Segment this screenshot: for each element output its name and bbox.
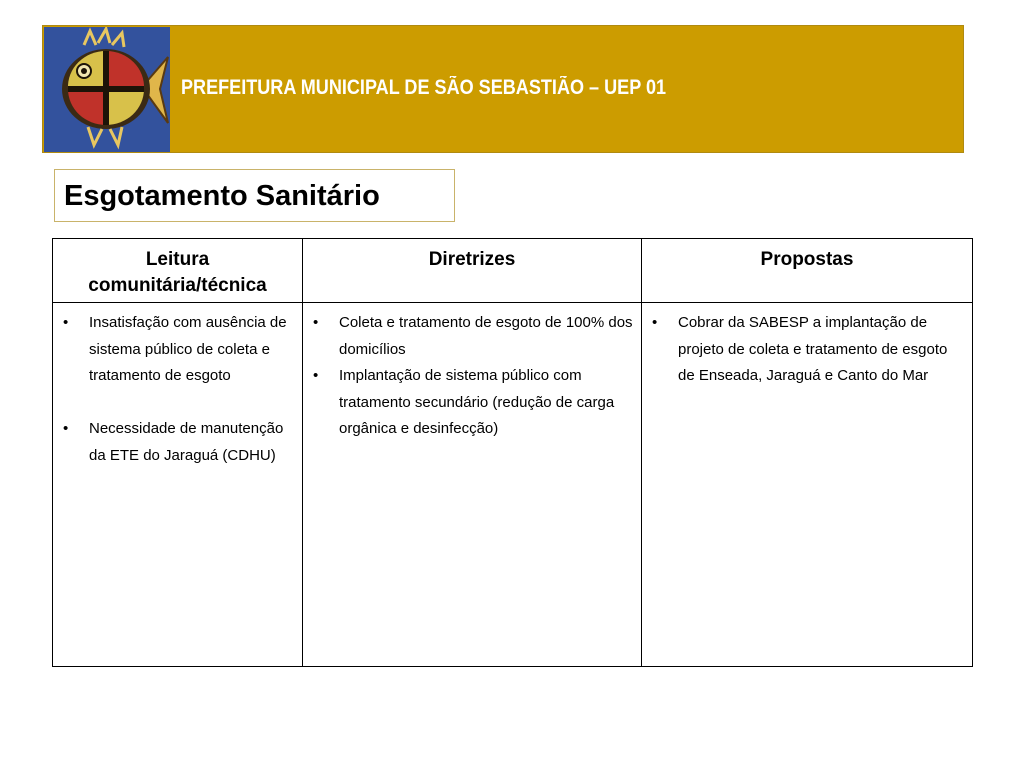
table-row <box>53 303 973 667</box>
bullet-icon: • <box>652 314 658 331</box>
bullet-icon: • <box>313 367 319 384</box>
cell-diretrizes <box>303 303 642 667</box>
page-header-title: PREFEITURA MUNICIPAL DE SÃO SEBASTIÃO – UEP 01 <box>181 76 667 99</box>
cell-propostas <box>642 303 973 667</box>
table-header-row <box>53 239 973 303</box>
leitura-list <box>59 310 296 469</box>
propostas-list <box>648 310 966 390</box>
bullet-icon: • <box>313 314 319 331</box>
column-header-leitura: Leitura comunitária/técnica <box>53 239 303 303</box>
list-item <box>309 310 635 363</box>
section-title-box <box>54 169 455 222</box>
list-item <box>59 310 296 390</box>
list-item <box>309 363 635 443</box>
list-item-text: Necessidade de manutenção da ETE do Jaraguá (CDHU) <box>89 420 284 464</box>
list-item <box>648 310 966 390</box>
column-header-diretrizes: Diretrizes <box>303 239 642 303</box>
list-item-text: Coleta e tratamento de esgoto de 100% dos domicílios <box>339 314 633 358</box>
bullet-icon: • <box>63 420 69 437</box>
list-item-text: Implantação de sistema público com tratamento secundário (redução de carga orgânica e desinfecção) <box>339 367 615 437</box>
section-title: Esgotamento Sanitário <box>64 180 380 212</box>
list-item-text: Cobrar da SABESP a implantação de projeto de coleta e tratamento de esgoto de Enseada, Jaraguá e Canto do Mar <box>678 314 948 384</box>
column-header-propostas: Propostas <box>642 239 973 303</box>
fish-emblem-icon <box>44 27 170 152</box>
bullet-icon: • <box>63 314 69 331</box>
diretrizes-list <box>309 310 635 443</box>
cell-leitura <box>53 303 303 667</box>
proposals-table <box>52 238 973 667</box>
list-item-text: Insatisfação com ausência de sistema público de coleta e tratamento de esgoto <box>89 314 287 384</box>
list-item <box>59 416 296 469</box>
